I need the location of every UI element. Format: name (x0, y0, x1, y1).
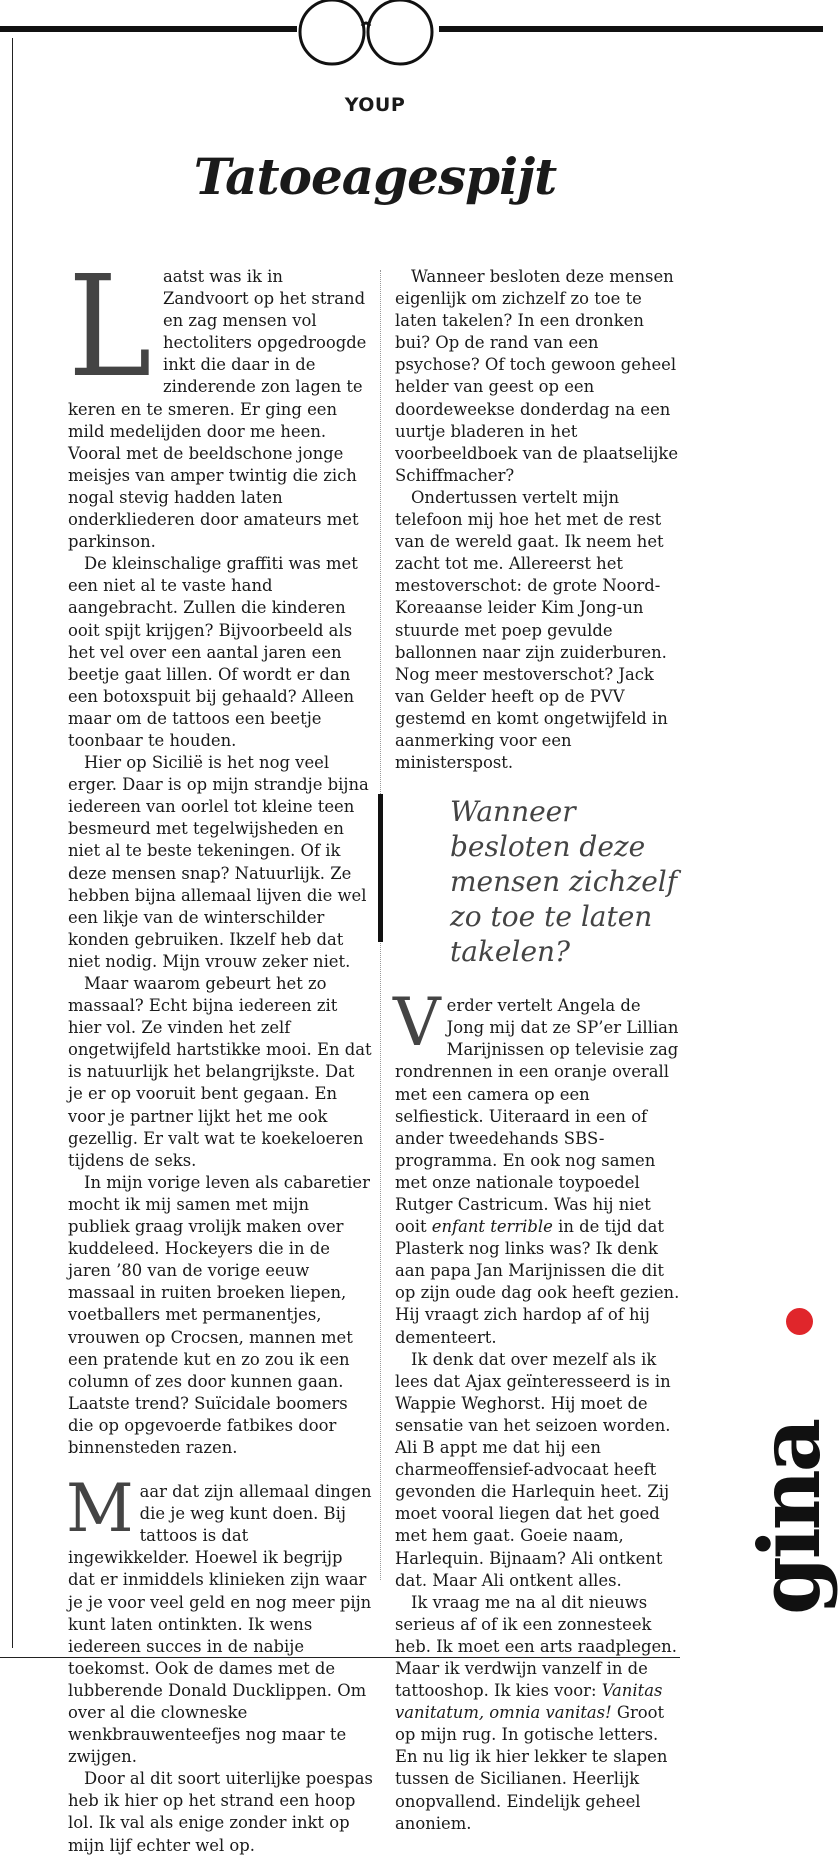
pullquote-text: Wanneer besloten deze mensen zichzelf zo toe te laten takelen? (450, 795, 678, 969)
paragraph: Verder vertelt Angela de Jong mij dat ze SP’er Lillian Marijnissen op televisie zag rondrennen in een oranje overall met een camera op een selfiestick. Uiteraard in een of ander tweedehands SBS-programma. En ook nog samen met onze nationale toypoedel Rutger Castricum. Was hij niet ooit enfant terrible in de tijd dat Plasterk nog links was? Ik denk aan papa Jan Marijnissen die dit op zijn oude dag ook heeft gezien. Hij vraagt zich hardop af of hij dementeert. (393, 984, 680, 1347)
top-rule-left (0, 26, 297, 32)
article-title: Tatoeagespijt (193, 147, 557, 206)
paragraph: Hier op Sicilië is het nog veel erger. Daar is op mijn strandje bijna iedereen van oorlel tot kleine teen besmeurd met tegelwijsheden en niet al te beste tekeningen. Of ik deze mensen snap? Natuurlijk. Ze hebben bijna allemaal lijven die wel een likje van de winterschilder konden gebruiken. Ikzelf heb dat niet nodig. Mijn vrouw zeker niet. (68, 753, 369, 971)
paragraph: Laatst was ik in Zandvoort op het strand en zag mensen vol hectoliters opgedroogde inkt die daar in de zinderende zon lagen te keren en te smeren. Er ging een mild medelijden door me heen. Vooral met de beeldschone jonge meisjes van amper twintig die zich nogal stevig hadden laten onderkliederen door amateurs met parkinson. (68, 246, 367, 552)
paragraph: Wanneer besloten deze mensen eigenlijk om zichzelf zo toe te laten takelen? In een dronken bui? Op de rand van een psychose? Of toch gewoon geheel helder van geest op een doordeweekse donderdag na een uurtje bladeren in het voorbeeldboek van de plaatselijke Schiffmacher? (395, 267, 679, 485)
brand-dot-icon (786, 1308, 813, 1335)
dropcap: L (68, 246, 152, 409)
paragraph: Maar waarom gebeurt het zo massaal? Echt bijna iedereen zit hier vol. Ze vinden het zelf ongetwijfeld hartstikke mooi. En dat is natuurlijk het belangrijkste. Dat je er op vooruit bent gegaan. En voor je partner lijkt het me ook gezellig. Er valt wat te koekeloeren tijdens de seks. (68, 974, 372, 1170)
paragraph: Ik vraag me na al dit nieuws serieus af of ik een zonnesteek heb. Ik moet een arts raadplegen. Maar ik verdwijn vanzelf in de tattooshop. Ik kies voor: Vanitas vanitatum, omnia vanitas! Groot op mijn rug. In gotische letters. En nu lig ik hier lekker te slapen tussen de Sicilianen. Heerlijk onopvallend. Eindelijk geheel anoniem. (395, 1592, 677, 1833)
top-rule-right (439, 26, 823, 32)
frame-left-rule (12, 38, 13, 1648)
paragraph: Door al dit soort uiterlijke poespas heb ik hier op het strand een hoop lol. Ik val als enige zonder inkt op mijn lijf echter wel op. (68, 1769, 373, 1855)
right-column (395, 266, 682, 1835)
glasses-icon (290, 0, 440, 70)
paragraph: In mijn vorige leven als cabaretier mocht ik mij samen met mijn publiek graag vrolijk maken over kuddeleed. Hockeyers die in de jaren ’80 van de vorige eeuw massaal in ruiten broeken liepen, voetballers met permanentjes, vrouwen op Crocsen, mannen met een pratende kut en zo zou ik een column of zes door kunnen gaan. Laatste trend? Suïcidale boomers die op opgevoerde fatbikes door binnensteden razen. (68, 1172, 370, 1457)
paragraph: Ik denk dat over mezelf als ik lees dat Ajax geïnteresseerd is in Wappie Weghorst. Hij moet de sensatie van het seizoen worden. Ali B appt me dat hij een charmeoffensief-advocaat heeft gevonden die Harlequin heet. Zij moet vooral liegen dat het goed met hem gaat. Goeie naam, Harlequin. Bijnaam? Ali ontkent dat. Maar Ali ontkent alles. (395, 1349, 671, 1590)
dropcap: M (66, 1470, 134, 1548)
left-column (66, 246, 373, 1857)
pullquote (395, 794, 682, 969)
brand-logo: gina (740, 1420, 839, 1615)
dropcap: V (393, 984, 441, 1062)
paragraph: Maar dat zijn allemaal dingen die je weg kunt doen. Bij tattoos is dat ingewikkelder. Hoewel ik begrijp dat er inmiddels klinieken zijn waar je je voor veel geld en nog meer pijn kunt laten ontinkten. Ik wens iedereen succes in de nabije toekomst. Ook de dames met de lubberende Donald Ducklippen. Om over al die clowneske wenkbrauwenteefjes nog maar te zwijgen. (66, 1470, 372, 1767)
paragraph: De kleinschalige graffiti was met een niet al te vaste hand aangebracht. Zullen die kinderen ooit spijt krijgen? Bijvoorbeeld als het vel over een aantal jaren een beetje gaat lillen. Of wordt er dan een botoxspuit bij gehaald? Alleen maar om de tattoos een beetje toonbaar te houden. (68, 554, 358, 750)
pullquote-bar (378, 794, 383, 942)
column-author: YOUP (344, 94, 406, 116)
paragraph: Ondertussen vertelt mijn telefoon mij hoe het met de rest van de wereld gaat. Ik neem het zacht tot me. Allereerst het mestoverschot: de grote Noord-Koreaanse leider Kim Jong-un stuurde met poep gevulde ballonnen naar zijn zuiderburen. Nog meer mestoverschot? Jack van Gelder heeft op de PVV gestemd en komt ongetwijfeld in aanmerking voor een ministerspost. (395, 487, 668, 773)
